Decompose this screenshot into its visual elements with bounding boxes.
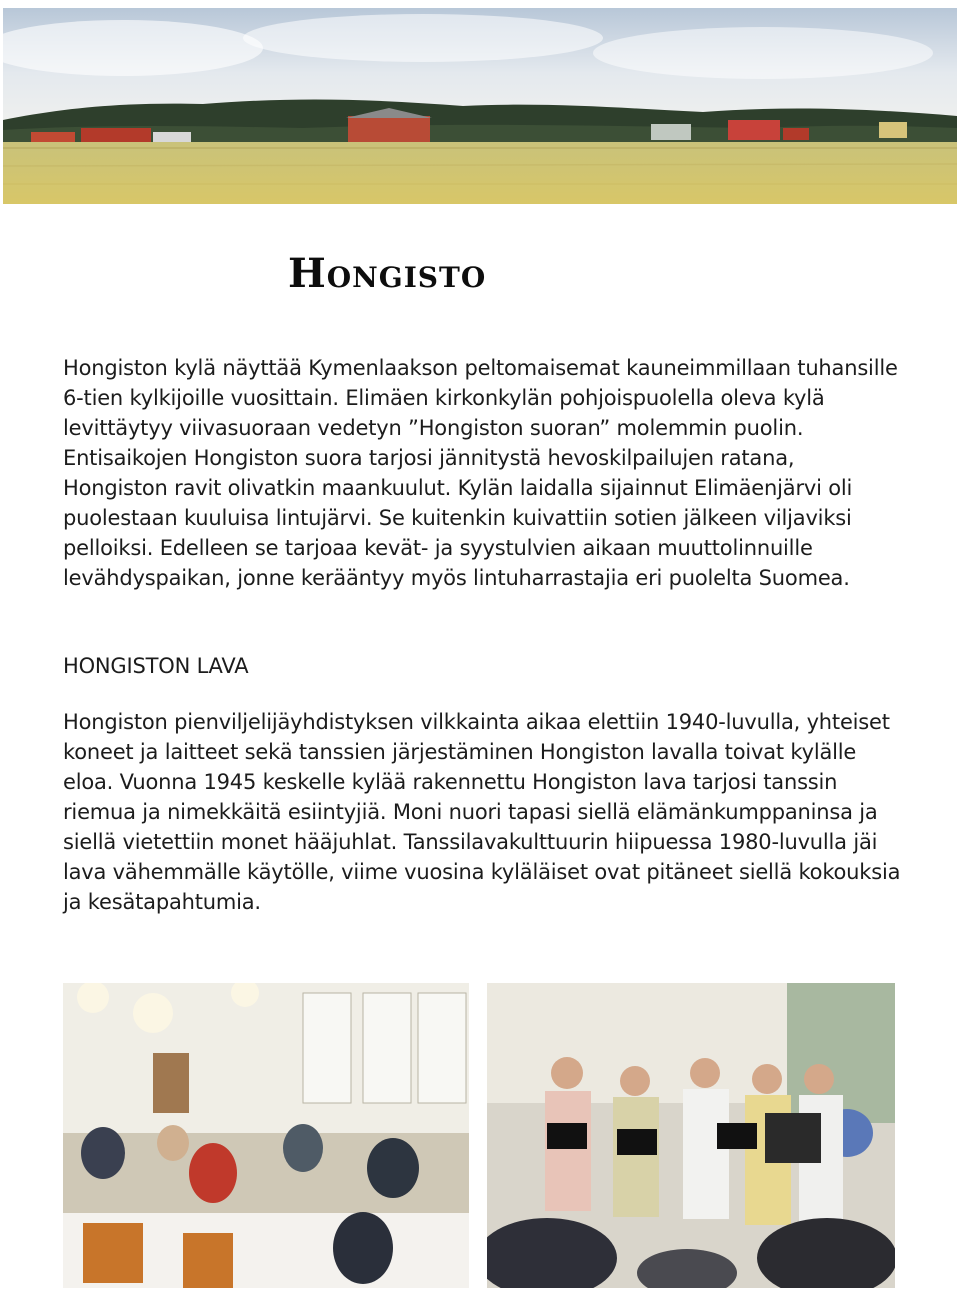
page-title: Hongisto: [288, 250, 487, 297]
intro-paragraph: Hongiston kylä näyttää Kymenlaakson peltomaisemat kauneimmillaan tuhansille 6-tien kylkijoille vuosittain. Elimäen kirkonkylän pohjoispuolella oleva kylä levittäytyy viivasuoraan vedetyn ”Hongiston suoran” molemmin puolin. Entisaikojen Hongiston suora tarjosi jännitystä hevoskilpailujen ratana, Hongiston ravit olivatkin maankuulut. Kylän laidalla sijainnut Elimäenjärvi oli puolestaan kuuluisa lintujärvi. Se kuitenkin kuivattiin sotien jälkeen viljaviksi pelloiksi. Edelleen se tarjoaa kevät- ja syystulvien aikaan muuttolinnuille levähdyspaikan, jonne kerääntyy myös lintuharrastajia eri puolelta Suomea.: [63, 356, 898, 590]
landscape-banner-photo: [3, 8, 957, 204]
section-paragraph: Hongiston pienviljelijäyhdistyksen vilkkainta aikaa elettiin 1940-luvulla, yhteiset koneet ja laitteet sekä tanssien järjestäminen Hongiston lavalla toivat kylälle eloa. Vuonna 1945 keskelle kylää rakennettu Hongiston lava tarjosi tanssin riemua ja nimekkäitä esiintyjiä. Moni nuori tapasi siellä elämänkumppaninsa ja siellä vietettiin monet hääjuhlat. Tanssilavakulttuurin hiipuessa 1980-luvulla jäi lava vähemmälle käytölle, viime vuosina kyläläiset ovat pitäneet siellä kokouksia ja kesätapahtumia.: [63, 710, 901, 914]
section-heading: HONGISTON LAVA: [63, 654, 249, 678]
choir-performance-photo: [487, 983, 895, 1288]
dance-hall-gathering-photo: [63, 983, 469, 1288]
